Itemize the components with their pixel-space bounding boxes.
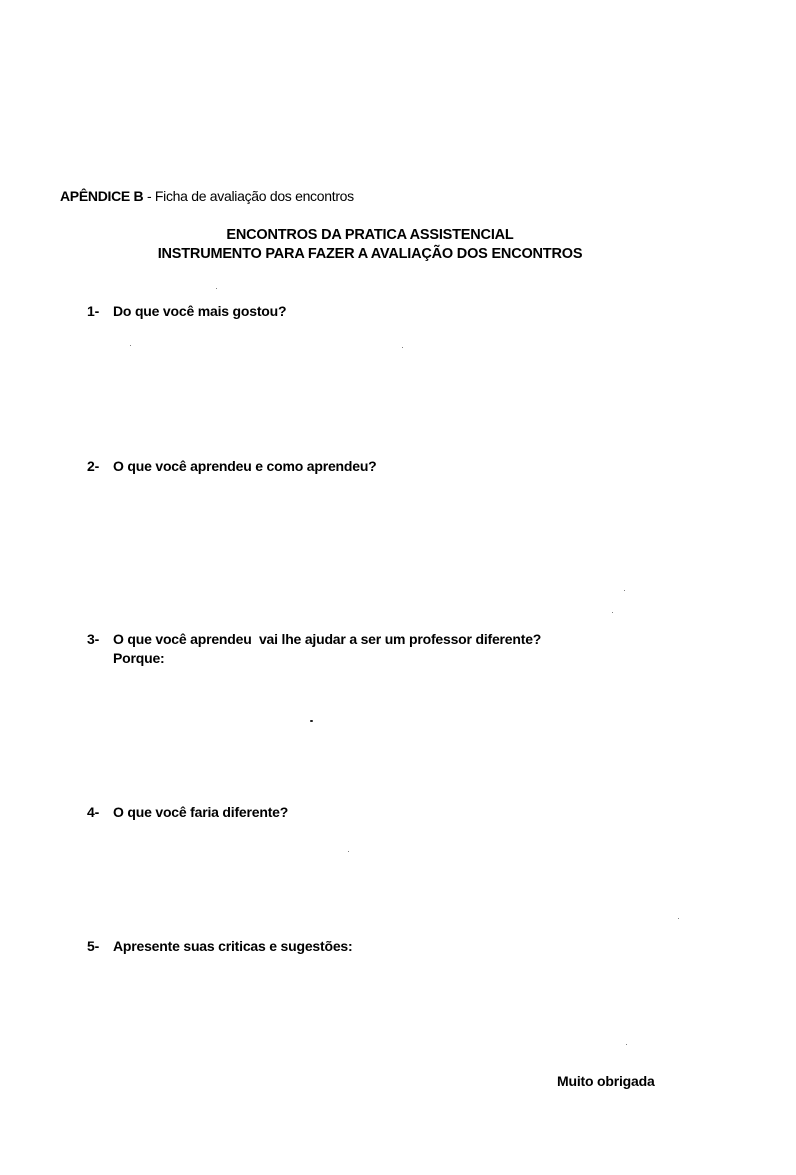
scan-speck bbox=[348, 851, 349, 852]
appendix-description: - Ficha de avaliação dos encontros bbox=[143, 188, 354, 204]
form-title-line-1: ENCONTROS DA PRATICA ASSISTENCIAL bbox=[226, 227, 514, 243]
scan-speck bbox=[310, 720, 313, 722]
scan-speck bbox=[612, 612, 613, 613]
question-2-text: O que você aprendeu e como aprendeu? bbox=[113, 458, 377, 474]
question-3-text: O que você aprendeu vai lhe ajudar a ser um professor diferente? bbox=[113, 631, 542, 647]
scan-speck bbox=[624, 590, 625, 591]
question-4 bbox=[87, 804, 288, 820]
question-3-number: 3- bbox=[87, 631, 100, 647]
scan-speck bbox=[130, 345, 131, 346]
question-4-text: O que você faria diferente? bbox=[113, 804, 289, 820]
scan-speck bbox=[678, 918, 679, 919]
question-1 bbox=[87, 303, 286, 319]
question-5-text: Apresente suas criticas e sugestões: bbox=[113, 938, 353, 954]
form-title-line-2: INSTRUMENTO PARA FAZER A AVALIAÇÃO DOS ENCONTROS bbox=[157, 246, 583, 262]
scan-speck bbox=[216, 288, 217, 289]
appendix-label: APÊNDICE B bbox=[60, 188, 144, 204]
scan-speck bbox=[626, 1044, 627, 1045]
question-4-number: 4- bbox=[87, 804, 100, 820]
question-5-number: 5- bbox=[87, 938, 100, 954]
closing-thanks: Muito obrigada bbox=[557, 1073, 655, 1089]
question-3-continuation: Porque: bbox=[113, 650, 165, 666]
question-2-number: 2- bbox=[87, 458, 100, 474]
question-1-text: Do que você mais gostou? bbox=[113, 303, 287, 319]
question-5 bbox=[87, 938, 352, 954]
scan-speck bbox=[402, 347, 403, 348]
question-3 bbox=[87, 631, 541, 647]
question-1-number: 1- bbox=[87, 303, 100, 319]
question-2 bbox=[87, 458, 377, 474]
appendix-heading bbox=[60, 188, 354, 204]
